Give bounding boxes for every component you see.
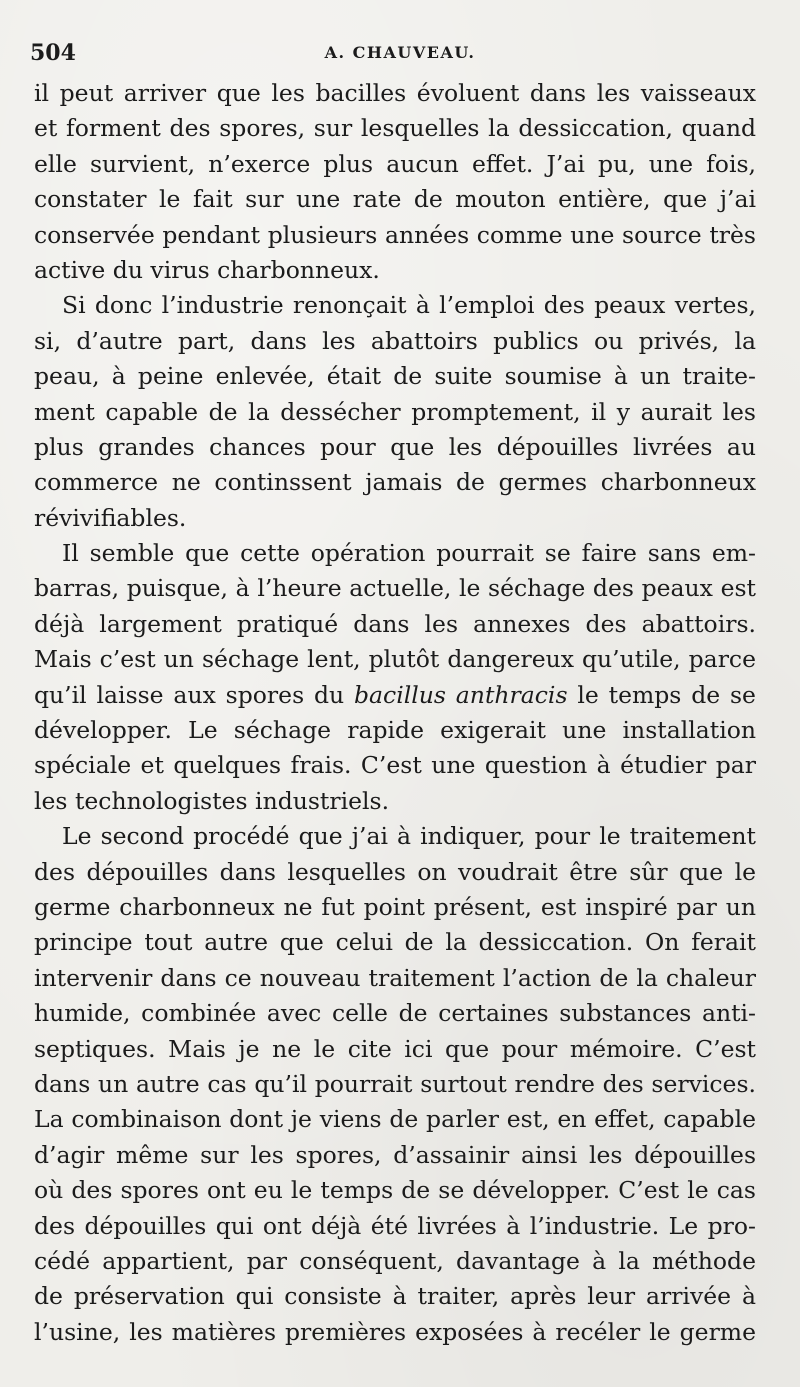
text-line: révivifiables.	[34, 503, 187, 532]
running-head	[30, 40, 770, 70]
text-line: barras, puisque, à l’heure actuelle, le séchage des peaux est	[34, 574, 756, 603]
text-line: humide, combinée avec celle de certaines substances anti-	[34, 999, 756, 1028]
text-line: dans un autre cas qu’il pourrait surtout rendre des services.	[34, 1069, 756, 1098]
text-line: l’usine, les matières premières exposées à recéler le germe	[34, 1317, 756, 1346]
text-line: développer. Le séchage rapide exigerait une installation	[34, 716, 756, 745]
italic-term: bacillus anthracis	[354, 680, 568, 709]
text-line: déjà largement pratiqué dans les annexes des abattoirs.	[34, 609, 756, 638]
text-line: cédé appartient, par conséquent, davantage à la méthode	[34, 1246, 756, 1275]
text-line: où des spores ont eu le temps de se développer. C’est le cas	[34, 1176, 756, 1205]
text-line: plus grandes chances pour que les dépouilles livrées au	[34, 432, 756, 461]
text-line: principe tout autre que celui de la dessiccation. On ferait	[34, 928, 756, 957]
text-segment: qu’il laisse aux spores du	[34, 680, 345, 709]
text-line: d’agir même sur les spores, d’assainir ainsi les dépouilles	[34, 1140, 756, 1169]
text-line: intervenir dans ce nouveau traitement l’action de la chaleur	[34, 963, 756, 992]
text-line: si, d’autre part, dans les abattoirs publics ou privés, la	[34, 326, 756, 355]
text-line: des dépouilles qui ont déjà été livrées à l’industrie. Le pro-	[34, 1211, 756, 1240]
text-line: de préservation qui consiste à traiter, après leur arrivée à	[34, 1282, 756, 1311]
text-line: et forment des spores, sur lesquelles la dessiccation, quand	[34, 114, 756, 143]
text-line-with-italic	[34, 678, 756, 713]
text-line: il peut arriver que les bacilles évoluent dans les vaisseaux	[34, 79, 756, 107]
running-head-author: A. CHAUVEAU.	[324, 43, 476, 62]
text-line: Il semble que cette opération pourrait se faire sans em-	[62, 539, 756, 568]
text-line: conservée pendant plusieurs années comme une source très	[34, 220, 756, 249]
text-line: active du virus charbonneux.	[34, 255, 380, 284]
text-line: septiques. Mais je ne le cite ici que pour mémoire. C’est	[34, 1034, 756, 1063]
text-line: Mais c’est un séchage lent, plutôt dangereux qu’utile, parce	[34, 645, 756, 674]
text-line: commerce ne continssent jamais de germes charbonneux	[34, 468, 756, 497]
text-line: Si donc l’industrie renonçait à l’emploi des peaux vertes,	[62, 291, 756, 320]
text-line: des dépouilles dans lesquelles on voudrait être sûr que le	[34, 857, 756, 886]
text-line: spéciale et quelques frais. C’est une question à étudier par	[34, 751, 756, 780]
text-line: germe charbonneux ne fut point présent, est inspiré par un	[34, 892, 756, 921]
text-line: ment capable de la dessécher promptement, il y aurait les	[34, 397, 756, 426]
text-segment: le temps de se	[577, 680, 756, 709]
body-text	[34, 76, 756, 1350]
text-line: peau, à peine enlevée, était de suite soumise à un traite-	[34, 362, 756, 391]
text-line: constater le fait sur une rate de mouton entière, que j’ai	[34, 185, 756, 214]
text-line: les technologistes industriels.	[34, 786, 390, 815]
text-line: elle survient, n’exerce plus aucun effet. J’ai pu, une fois,	[34, 149, 756, 178]
text-line: La combinaison dont je viens de parler est, en effet, capable	[34, 1105, 756, 1134]
text-line: Le second procédé que j’ai à indiquer, pour le traitement	[62, 822, 756, 851]
page-number: 504	[30, 40, 76, 66]
